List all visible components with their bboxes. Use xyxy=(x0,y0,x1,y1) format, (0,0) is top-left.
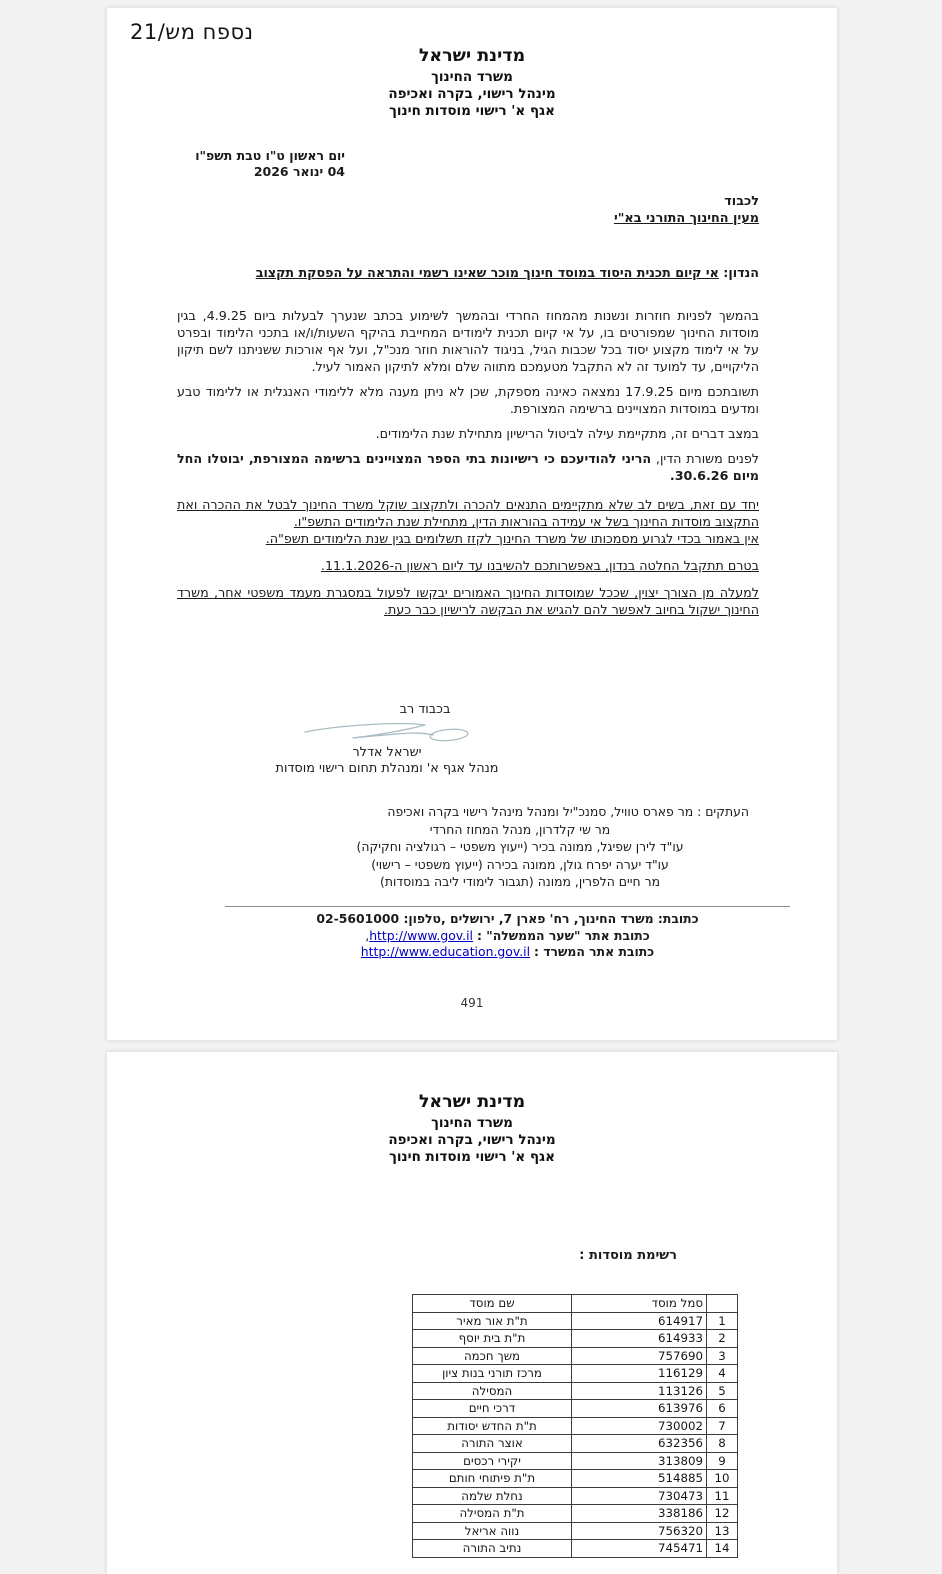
ministry-header xyxy=(107,46,837,120)
subject-text: אי קיום תכנית היסוד במוסד חינוך מוכר שאינו רשמי והתראה על הפסקת תקצוב xyxy=(255,265,719,280)
header-cell-code: סמל מוסד xyxy=(572,1295,707,1313)
paragraph-6: בטרם תתקבל החלטה בנדון, באפשרותכם להשיבנו עד ליום ראשון ה-11.1.2026. xyxy=(320,558,759,573)
cell-code: 614917 xyxy=(572,1312,707,1330)
cell-name: נתיב התורה xyxy=(413,1540,572,1558)
footer-gov-line xyxy=(225,928,790,945)
footer-gov-label: כתובת אתר "שער הממשלה" : xyxy=(476,927,650,943)
table-row xyxy=(413,1487,738,1505)
cell-num: 13 xyxy=(707,1522,738,1540)
division-name: אגף א' רישוי מוסדות חינוך xyxy=(389,1149,555,1165)
cell-name: ת"ת אור מאיר xyxy=(413,1312,572,1330)
cell-num: 1 xyxy=(707,1312,738,1330)
letter-page-2 xyxy=(107,1052,837,1574)
cell-name: ת"ת החדש יסודות xyxy=(413,1417,572,1435)
cell-name: משך חכמה xyxy=(413,1347,572,1365)
cell-num: 11 xyxy=(707,1487,738,1505)
institutions-list-title: רשימת מוסדות : xyxy=(579,1248,677,1263)
copies-block xyxy=(291,803,749,891)
cell-name: המסילה xyxy=(413,1382,572,1400)
subject-label: הנדון: xyxy=(723,265,759,280)
signature-block xyxy=(272,702,502,777)
addressee-label: לכבוד xyxy=(724,194,759,209)
institutions-table xyxy=(412,1294,738,1558)
cell-name: אוצר התורה xyxy=(413,1435,572,1453)
cell-code: 113126 xyxy=(572,1382,707,1400)
cell-num: 12 xyxy=(707,1505,738,1523)
signer-title: מנהל אגף א' ומנהלת תחום רישוי מוסדות xyxy=(275,761,499,776)
page-number: 491 xyxy=(460,996,484,1010)
copies-item: מר שי קלדרון, מנהל המחוז החרדי xyxy=(429,821,611,837)
header-cell-name: שם מוסד xyxy=(413,1295,572,1313)
ministry-name: משרד החינוך xyxy=(431,1115,513,1131)
table-row xyxy=(413,1435,738,1453)
gregorian-date: 04 ינואר 2026 xyxy=(253,163,345,179)
footer-edu-line xyxy=(225,944,790,961)
table-row xyxy=(413,1505,738,1523)
copies-label: העתקים : xyxy=(697,804,749,819)
date-block xyxy=(155,148,345,179)
paragraph-4-bold: הריני להודיעכם כי רישיונות בתי הספר המצויינים ברשימה המצורפת, יבוטלו החל מיום 30.6.26. xyxy=(177,451,759,483)
table-row xyxy=(413,1540,738,1558)
gov-portal-link[interactable]: http://www.gov.il xyxy=(369,927,474,943)
cell-num: 4 xyxy=(707,1365,738,1383)
ministry-name: משרד החינוך xyxy=(431,69,513,85)
closing-salutation: בכבוד רב xyxy=(399,702,451,717)
table-row xyxy=(413,1347,738,1365)
copies-item: עו"ד לירן שפיגל, ממונה בכיר (ייעוץ משפטי – רגולציה וחקיקה) xyxy=(356,839,684,854)
cell-num: 14 xyxy=(707,1540,738,1558)
table-row xyxy=(413,1452,738,1470)
paragraph-5: יחד עם זאת, בשים לב שלא מתקיימים התנאים להכרה ולתקצוב שוקל משרד החינוך לבטל את ההכרה ואת התקצוב מוסדות החינוך בשל אי עמידה בהוראות הדין, מתחילת שנת הלימודים התשפ"ו. xyxy=(177,497,759,529)
cell-name: מרכז תורני בנות ציון xyxy=(413,1365,572,1383)
paragraph-7: למעלה מן הצורך יצוין, שככל שמוסדות החינוך האמורים יבקשו לפעול במסגרת מעמד משפטי אחר, משרד החינוך ישקול בחיוב לאפשר להם להגיש את הבקשה לרישיון כבר כעת. xyxy=(177,585,759,617)
appendix-annotation: נספח מש/21 xyxy=(130,20,254,44)
subject-line xyxy=(177,264,759,281)
letter-footer xyxy=(225,906,790,961)
ministry-header xyxy=(107,1092,837,1166)
cell-code: 632356 xyxy=(572,1435,707,1453)
paragraph-4 xyxy=(177,450,759,484)
administration-name: מינהל רישוי, בקרה ואכיפה xyxy=(388,86,556,102)
cell-code: 757690 xyxy=(572,1347,707,1365)
cell-name: נחלת שלמה xyxy=(413,1487,572,1505)
paragraph-2: תשובתכם מיום 17.9.25 נמצאה כאינה מספקת, שכן לא ניתן מענה מלא ללימודי האנגלית או ללימוד טבע ומדעים במוסדות המצויינים ברשימה המצורפת. xyxy=(177,384,760,416)
cell-code: 338186 xyxy=(572,1505,707,1523)
signer-name: ישראל אדלר xyxy=(352,745,422,760)
table-row xyxy=(413,1365,738,1383)
cell-name: יקירי רכסים xyxy=(413,1452,572,1470)
footer-gov-comma: , xyxy=(365,927,370,943)
cell-num: 3 xyxy=(707,1347,738,1365)
cell-num: 8 xyxy=(707,1435,738,1453)
institutions-table-wrap xyxy=(412,1294,738,1558)
division-name: אגף א' רישוי מוסדות חינוך xyxy=(389,103,555,119)
cell-code: 613976 xyxy=(572,1400,707,1418)
copies-item: עו"ד יערה יפרח גולן, ממונה בכירה (ייעוץ משפטי – רישוי) xyxy=(371,856,669,872)
cell-name: ת"ת בית יוסף xyxy=(413,1330,572,1348)
cell-num: 6 xyxy=(707,1400,738,1418)
cell-name: דרכי חיים xyxy=(413,1400,572,1418)
cell-code: 116129 xyxy=(572,1365,707,1383)
cell-code: 514885 xyxy=(572,1470,707,1488)
footer-address-line: כתובת: משרד החינוך, רח' פארן 7, ירושלים ,טלפון: 02-5601000 xyxy=(316,911,699,926)
cell-code: 730473 xyxy=(572,1487,707,1505)
letter-body xyxy=(177,264,759,618)
paragraph-5b: אין באמור בכדי לגרוע מסמכותו של משרד החינוך לקזז תשלומים בגין שנת הלימודים תשפ"ה. xyxy=(265,531,759,546)
education-site-link[interactable]: http://www.education.gov.il xyxy=(360,944,531,959)
copies-line xyxy=(291,803,749,821)
paragraph-4-prefix: לפנים משורת הדין, xyxy=(651,451,759,466)
table-row xyxy=(413,1417,738,1435)
table-header-row xyxy=(413,1295,738,1313)
hebrew-date: יום ראשון ט"ו טבת תשפ"ו xyxy=(195,148,345,163)
table-row xyxy=(413,1522,738,1540)
cell-num: 9 xyxy=(707,1452,738,1470)
cell-num: 7 xyxy=(707,1417,738,1435)
table-row xyxy=(413,1470,738,1488)
paragraph-3: במצב דברים זה, מתקיימת עילה לביטול הרישיון מתחילת שנת הלימודים. xyxy=(375,426,759,441)
footer-edu-label: כתובת אתר המשרד : xyxy=(533,944,655,959)
table-row xyxy=(413,1382,738,1400)
cell-code: 745471 xyxy=(572,1540,707,1558)
cell-code: 313809 xyxy=(572,1452,707,1470)
copies-item: מר חיים הלפרין, ממונה (תגבור לימודי ליבה במוסדות) xyxy=(380,874,660,889)
letter-page-1 xyxy=(107,8,837,1040)
cell-code: 756320 xyxy=(572,1522,707,1540)
paragraph-1: בהמשך לפניות חוזרות ונשנות מהמחוז החרדי ובהמשך לשימוע בכתב שנערך לבעלות ביום 4.9.25, בגין מוסדות החינוך שמפורטים בו, על אי קיום תכנית לימודים המחייבת בהיקף השעות/ו/או בתכני הלימוד ובפרט על אי לימוד מקצוע יסוד בכל שכבות הגיל, בניגוד להוראות חוזר מנכ"ל, ועל אף אורכות ששניתנו לשם תיקון הליקויים, עד למועד זה לא התקבל מטעמכם מתווה שלם ומלא לתיקון האמור לעיל. xyxy=(177,308,759,374)
addressee-name: מעין החינוך התורני בא"י xyxy=(614,210,759,226)
cell-code: 614933 xyxy=(572,1330,707,1348)
table-row xyxy=(413,1400,738,1418)
cell-code: 730002 xyxy=(572,1417,707,1435)
table-row xyxy=(413,1330,738,1348)
cell-num: 2 xyxy=(707,1330,738,1348)
cell-num: 10 xyxy=(707,1470,738,1488)
cell-name: ת"ת המסילה xyxy=(413,1505,572,1523)
state-title: מדינת ישראל xyxy=(418,1092,526,1112)
cell-name: נווה אריאל xyxy=(413,1522,572,1540)
table-row xyxy=(413,1312,738,1330)
cell-num: 5 xyxy=(707,1382,738,1400)
cell-name: ת"ת פיתוחי חותם xyxy=(413,1470,572,1488)
header-cell-num xyxy=(707,1295,738,1313)
handwritten-signature xyxy=(301,719,473,745)
institutions-table-body xyxy=(413,1295,738,1558)
state-title: מדינת ישראל xyxy=(418,46,526,66)
administration-name: מינהל רישוי, בקרה ואכיפה xyxy=(388,1132,556,1148)
addressee-block xyxy=(614,194,759,227)
copies-item: מר פארס טוויל, סמנכ"יל ומנהל מינהל רישוי בקרה ואכיפה xyxy=(387,804,694,819)
